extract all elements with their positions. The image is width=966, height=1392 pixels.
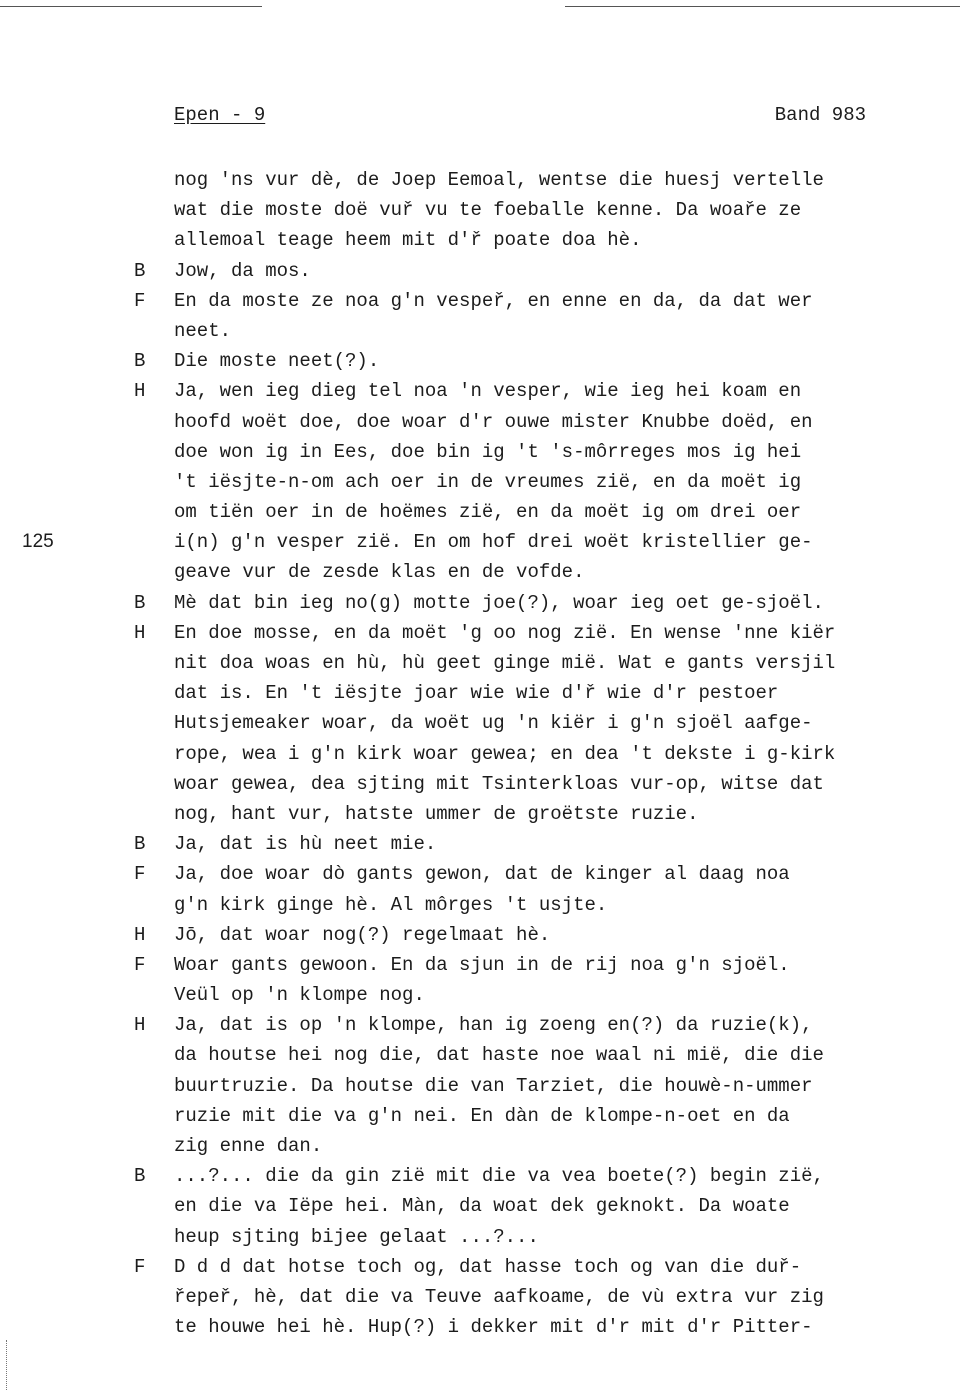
- transcript-line: [0, 1131, 966, 1161]
- line-text: woar gewea, dea sjting mit Tsinterkloas vur-op, witse dat: [174, 772, 824, 795]
- line-text: dat is. En 't iësjte joar wie wie d'ř wie d'r pestoer: [174, 682, 779, 705]
- transcript-line: [0, 497, 966, 527]
- transcript-line: [0, 1071, 966, 1101]
- line-text: Jō, dat woar nog(?) regelmaat hè.: [174, 923, 551, 946]
- line-text: wat die moste doë vuř vu te foeballe kenne. Da woaře ze: [174, 199, 802, 222]
- speaker-label: B: [134, 259, 146, 282]
- line-text: Mè dat bin ieg no(g) motte joe(?), woar ieg oet ge-sjoël.: [174, 591, 824, 614]
- transcript-line: [0, 648, 966, 678]
- transcript-line: [0, 346, 966, 376]
- transcript-line: [0, 920, 966, 950]
- transcript-line: [0, 467, 966, 497]
- line-text: nog 'ns vur dè, de Joep Eemoal, wentse die huesj vertelle: [174, 169, 824, 191]
- line-text: Ja, dat is hù neet mie.: [174, 833, 437, 856]
- transcript-line: [0, 1161, 966, 1191]
- transcript-line: [0, 407, 966, 437]
- line-text: 't iësjte-n-om ach oer in de vreumes zië, en da moët ig: [174, 470, 802, 493]
- line-text: nit doa woas en hù, hù geet ginge mië. Wat e gants versjil: [174, 652, 836, 674]
- line-text: neet.: [174, 319, 232, 342]
- transcript-line: [0, 1282, 966, 1312]
- speaker-label: B: [134, 350, 146, 373]
- page-header: [174, 104, 866, 134]
- transcript-line: [0, 195, 966, 225]
- transcript-line: [0, 286, 966, 316]
- top-rule-right: [565, 6, 960, 7]
- speaker-label: B: [134, 833, 146, 856]
- line-text: om tiën oer in de hoëmes zië, en da moët ig om drei oer: [174, 501, 802, 524]
- transcript-line: [0, 799, 966, 829]
- line-text: doe won ig in Ees, doe bin ig 't 's-môrreges mos ig hei: [174, 440, 802, 463]
- transcript-line: [0, 1040, 966, 1070]
- transcript-line: [0, 1191, 966, 1221]
- speaker-label: F: [134, 863, 146, 886]
- margin-number: 125: [22, 531, 54, 553]
- line-text: Veül op 'n klompe nog.: [174, 984, 425, 1007]
- speaker-label: F: [134, 1255, 146, 1278]
- transcript-line: [0, 437, 966, 467]
- line-text: En da moste ze noa g'n vespeř, en enne en da, da dat wer: [174, 289, 813, 312]
- header-title: Epen - 9: [174, 104, 266, 126]
- line-text: zig enne dan.: [174, 1135, 323, 1157]
- line-text: i(n) g'n vesper zië. En om hof drei woët kristellier ge-: [174, 531, 813, 554]
- transcript-line: [0, 739, 966, 769]
- line-text: Jow, da mos.: [174, 259, 311, 282]
- transcript-line: [0, 316, 966, 346]
- scan-edge-mark: [6, 1340, 7, 1390]
- transcript-line: [0, 829, 966, 859]
- line-text: Die moste neet(?).: [174, 350, 380, 373]
- line-text: ...?... die da gin zië mit die va vea boete(?) begin zië,: [174, 1165, 824, 1188]
- line-text: řepeř, hè, dat die va Teuve aafkoame, de vù extra vur zig: [174, 1285, 824, 1308]
- line-text: Ja, doe woar dò gants gewon, dat de kinger al daag noa: [174, 863, 790, 886]
- line-text: ruzie mit die va g'n nei. En dàn de klompe-n-oet en da: [174, 1104, 790, 1127]
- speaker-label: H: [134, 923, 146, 946]
- header-band: Band 983: [774, 104, 866, 126]
- speaker-label: B: [134, 591, 146, 614]
- transcript-line: [0, 950, 966, 980]
- transcript-line: [0, 588, 966, 618]
- transcript-line: [0, 557, 966, 587]
- speaker-label: B: [134, 1165, 146, 1188]
- transcript-line: [0, 1312, 966, 1342]
- transcript-line: [0, 980, 966, 1010]
- speaker-label: H: [134, 380, 146, 403]
- line-text: allemoal teage heem mit d'ř poate doa hè.: [174, 229, 642, 252]
- transcript-body: [0, 165, 966, 1342]
- speaker-label: H: [134, 621, 146, 644]
- line-text: buurtruzie. Da houtse die van Tarziet, die houwè-n-ummer: [174, 1074, 813, 1097]
- transcript-line: [0, 1101, 966, 1131]
- transcript-line: [0, 376, 966, 406]
- line-text: D d d dat hotse toch og, dat hasse toch og van die duř-: [174, 1255, 802, 1278]
- line-text: Ja, wen ieg dieg tel noa 'n vesper, wie ieg hei koam en: [174, 380, 802, 403]
- transcript-line: [0, 165, 966, 195]
- line-text: da houtse hei nog die, dat haste noe waal ni mië, die die: [174, 1044, 824, 1067]
- transcript-line: [0, 708, 966, 738]
- line-text: heup sjting bijee gelaat ...?...: [174, 1225, 539, 1248]
- speaker-label: F: [134, 289, 146, 312]
- transcript-line: [0, 769, 966, 799]
- transcript-line: [0, 618, 966, 648]
- transcript-line: [0, 256, 966, 286]
- line-text: te houwe hei hè. Hup(?) i dekker mit d'r mit d'r Pitter-: [174, 1316, 813, 1339]
- line-text: Ja, dat is op 'n klompe, han ig zoeng en(?) da ruzie(k),: [174, 1014, 813, 1037]
- transcript-line: [0, 1252, 966, 1282]
- transcript-line: [0, 225, 966, 255]
- line-text: Hutsjemeaker woar, da woët ug 'n kiër i g'n sjoël aafge-: [174, 712, 813, 735]
- line-text: rope, wea i g'n kirk woar gewea; en dea 't dekste i g-kirk: [174, 742, 836, 765]
- line-text: En doe mosse, en da moët 'g oo nog zië. En wense 'nne kiër: [174, 621, 836, 644]
- line-text: nog, hant vur, hatste ummer de groëtste ruzie.: [174, 802, 699, 825]
- speaker-label: F: [134, 953, 146, 976]
- transcript-line: [0, 1010, 966, 1040]
- transcript-line: [0, 1222, 966, 1252]
- line-text: en die va Iëpe hei. Màn, da woat dek geknokt. Da woate: [174, 1195, 790, 1218]
- line-text: hoofd woët doe, doe woar d'r ouwe mister Knubbe doëd, en: [174, 410, 813, 433]
- transcript-line: [0, 527, 966, 557]
- transcript-line: [0, 678, 966, 708]
- line-text: geave vur de zesde klas en de vofde.: [174, 561, 585, 584]
- transcript-line: [0, 859, 966, 889]
- top-rule-left: [0, 6, 262, 7]
- transcript-line: [0, 890, 966, 920]
- speaker-label: H: [134, 1014, 146, 1037]
- line-text: g'n kirk ginge hè. Al môrges 't usjte.: [174, 893, 608, 916]
- line-text: Woar gants gewoon. En da sjun in de rij noa g'n sjoël.: [174, 953, 790, 976]
